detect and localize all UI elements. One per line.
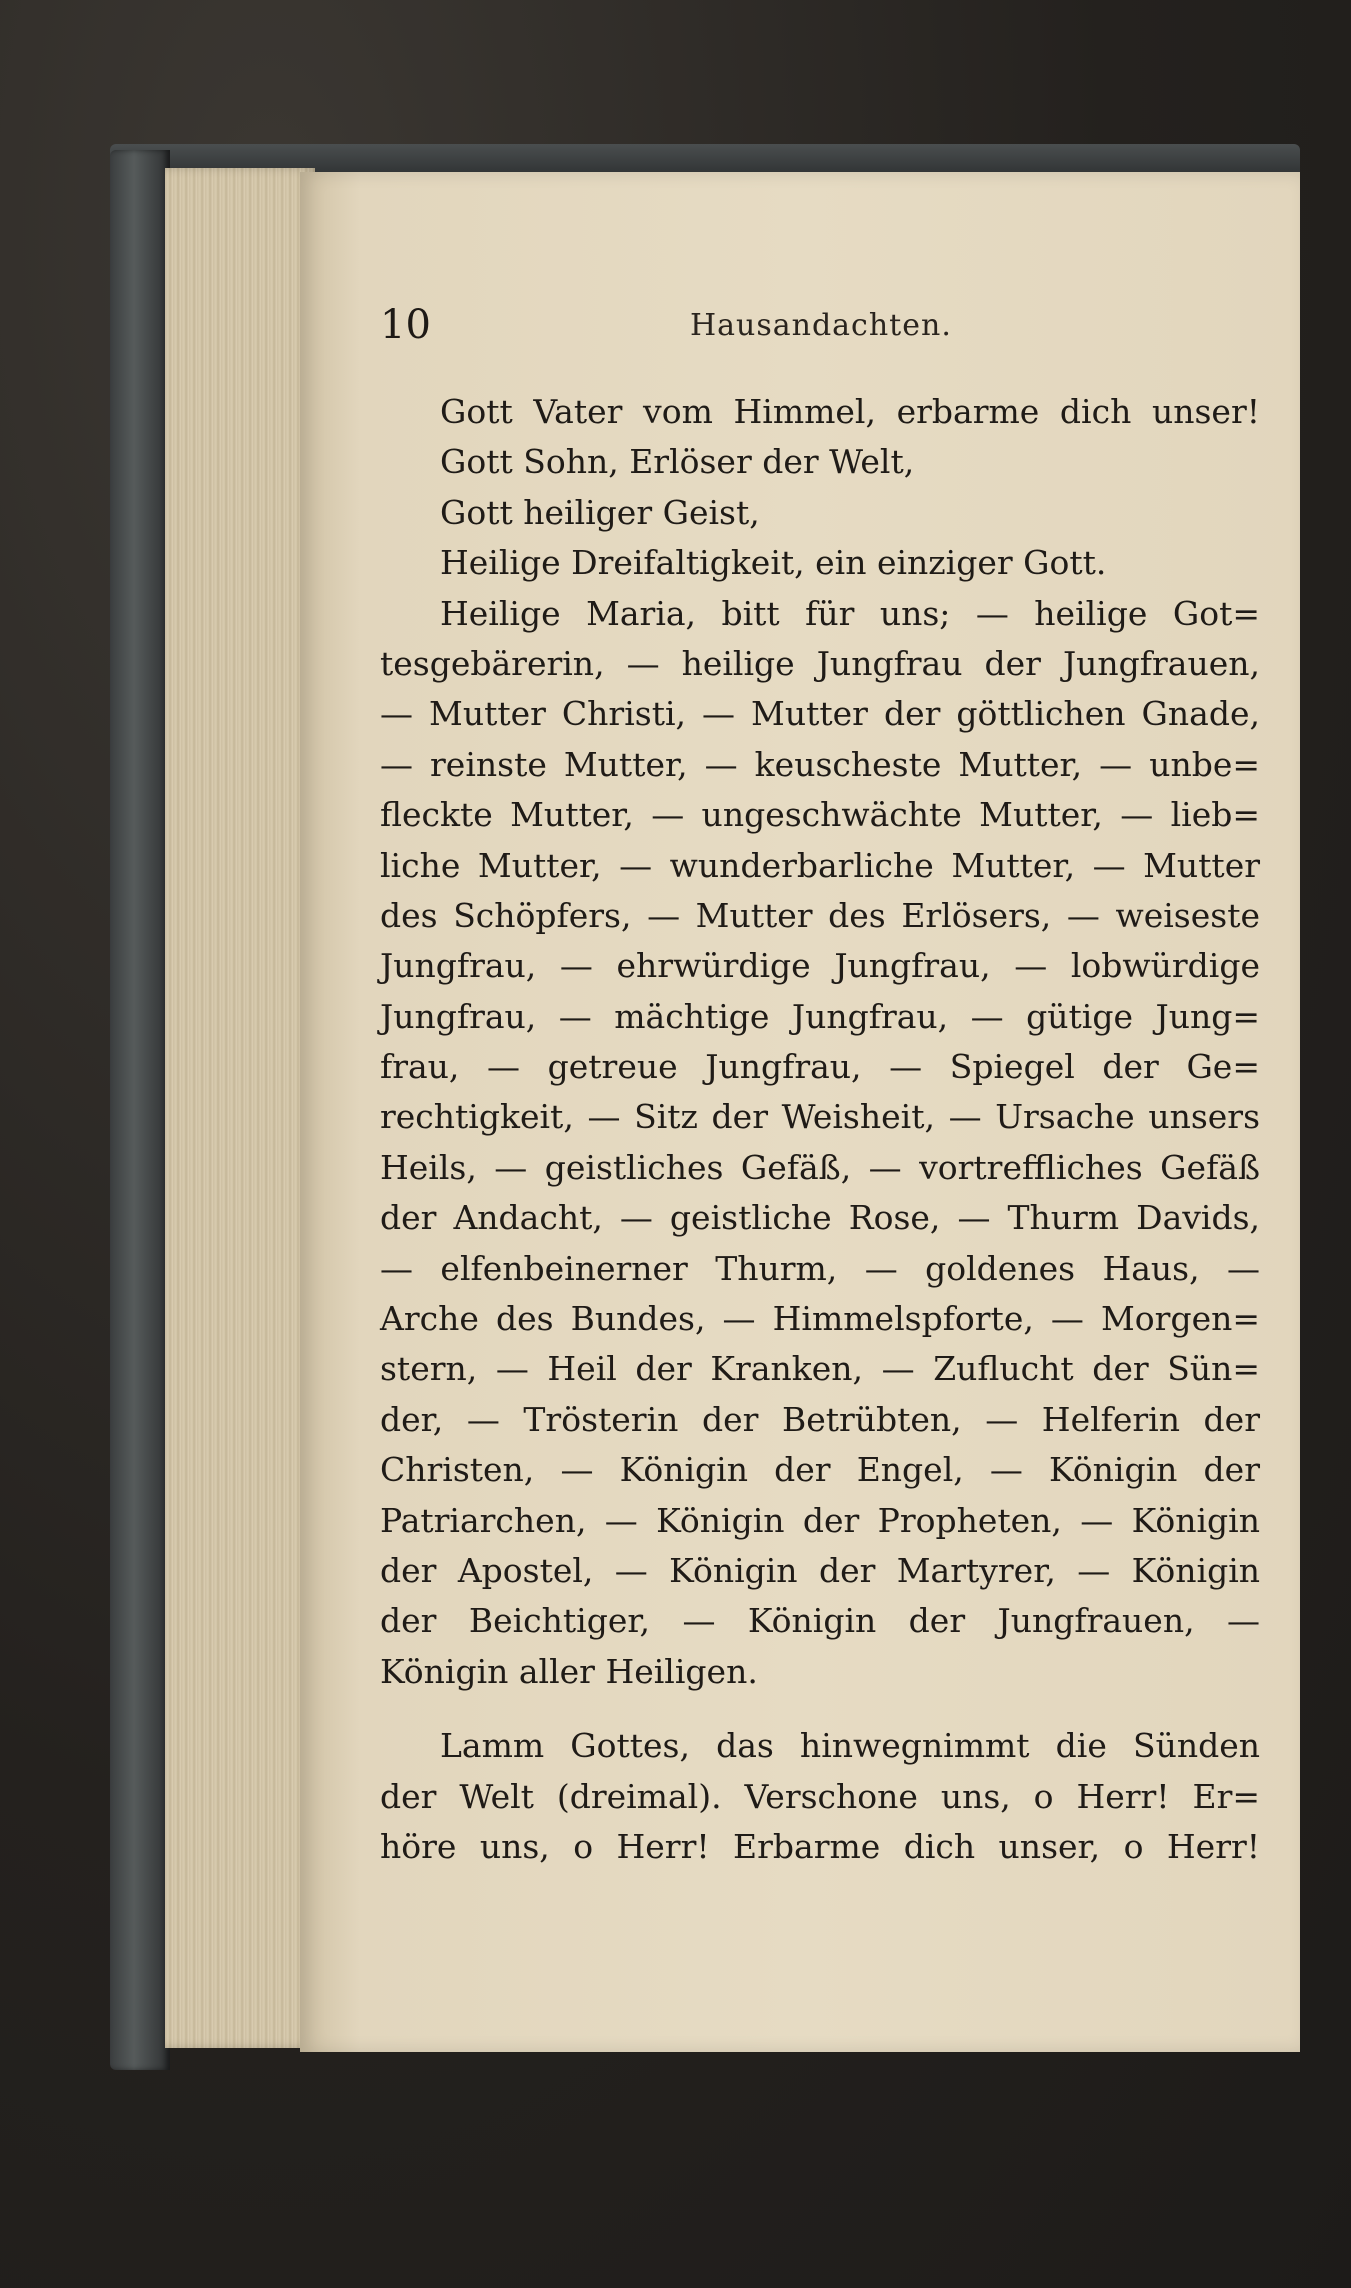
text-line: Heilige Dreifaltigkeit, ein einziger Gott. (440, 543, 1107, 583)
page-header (380, 302, 1260, 362)
text-line: der Welt (dreimal). Verschone uns, o Herr! Er= (380, 1776, 1260, 1816)
text-line: — reinste Mutter, — keuscheste Mutter, — unbe= (380, 744, 1260, 784)
litany-text (380, 387, 1260, 1872)
text-line: — elfenbeinerner Thurm, — goldenes Haus, — (380, 1248, 1260, 1288)
text-line: tesgebärerin, — heilige Jungfrau der Jungfrauen, (380, 643, 1260, 683)
text-line: — Mutter Christi, — Mutter der göttlichen Gnade, (380, 694, 1260, 734)
text-line: der Beichtiger, — Königin der Jungfrauen, — (380, 1601, 1260, 1641)
text-line: Königin aller Heiligen. (380, 1651, 758, 1691)
text-line: Jungfrau, — mächtige Jungfrau, — gütige Jung= (380, 996, 1260, 1036)
text-line: der Apostel, — Königin der Martyrer, — Königin (380, 1550, 1260, 1590)
paragraph-gap (380, 1697, 1260, 1721)
text-line: rechtigkeit, — Sitz der Weisheit, — Ursache unsers (380, 1097, 1260, 1137)
text-line: der, — Trösterin der Betrübten, — Helferin der (380, 1399, 1260, 1439)
text-line: Heilige Maria, bitt für uns; — heilige Got= (440, 593, 1260, 633)
text-line: frau, — getreue Jungfrau, — Spiegel der Ge= (380, 1047, 1260, 1087)
text-line: der Andacht, — geistliche Rose, — Thurm Davids, (380, 1198, 1260, 1238)
text-line: des Schöpfers, — Mutter des Erlösers, — weiseste (380, 895, 1260, 935)
open-book (110, 150, 1300, 2070)
text-line: fleckte Mutter, — ungeschwächte Mutter, — lieb= (380, 795, 1260, 835)
page-number: 10 (380, 302, 431, 348)
text-line: Jungfrau, — ehrwürdige Jungfrau, — lobwürdige (380, 946, 1260, 986)
running-title: Hausandachten. (690, 308, 952, 343)
text-line: Christen, — Königin der Engel, — Königin der (380, 1450, 1260, 1490)
text-line: Gott heiliger Geist, (440, 492, 760, 532)
text-line: Patriarchen, — Königin der Propheten, — Königin (380, 1500, 1260, 1540)
text-line: stern, — Heil der Kranken, — Zuflucht der Sün= (380, 1349, 1260, 1389)
text-line: Gott Sohn, Erlöser der Welt, (440, 442, 915, 482)
text-line: Heils, — geistliches Gefäß, — vortreffliches Gefäß (380, 1147, 1260, 1187)
text-line: Gott Vater vom Himmel, erbarme dich unser! (440, 392, 1260, 431)
text-line: höre uns, o Herr! Erbarme dich unser, o Herr! (380, 1826, 1260, 1866)
text-line: Arche des Bundes, — Himmelspforte, — Morgen= (380, 1299, 1260, 1339)
page-stack-edges (165, 168, 315, 2048)
book-page (300, 172, 1300, 2052)
text-line: Lamm Gottes, das hinwegnimmt die Sünden (440, 1726, 1260, 1766)
text-line: liche Mutter, — wunderbarliche Mutter, — Mutter (380, 845, 1260, 885)
book-cover-spine-edge (110, 150, 170, 2070)
